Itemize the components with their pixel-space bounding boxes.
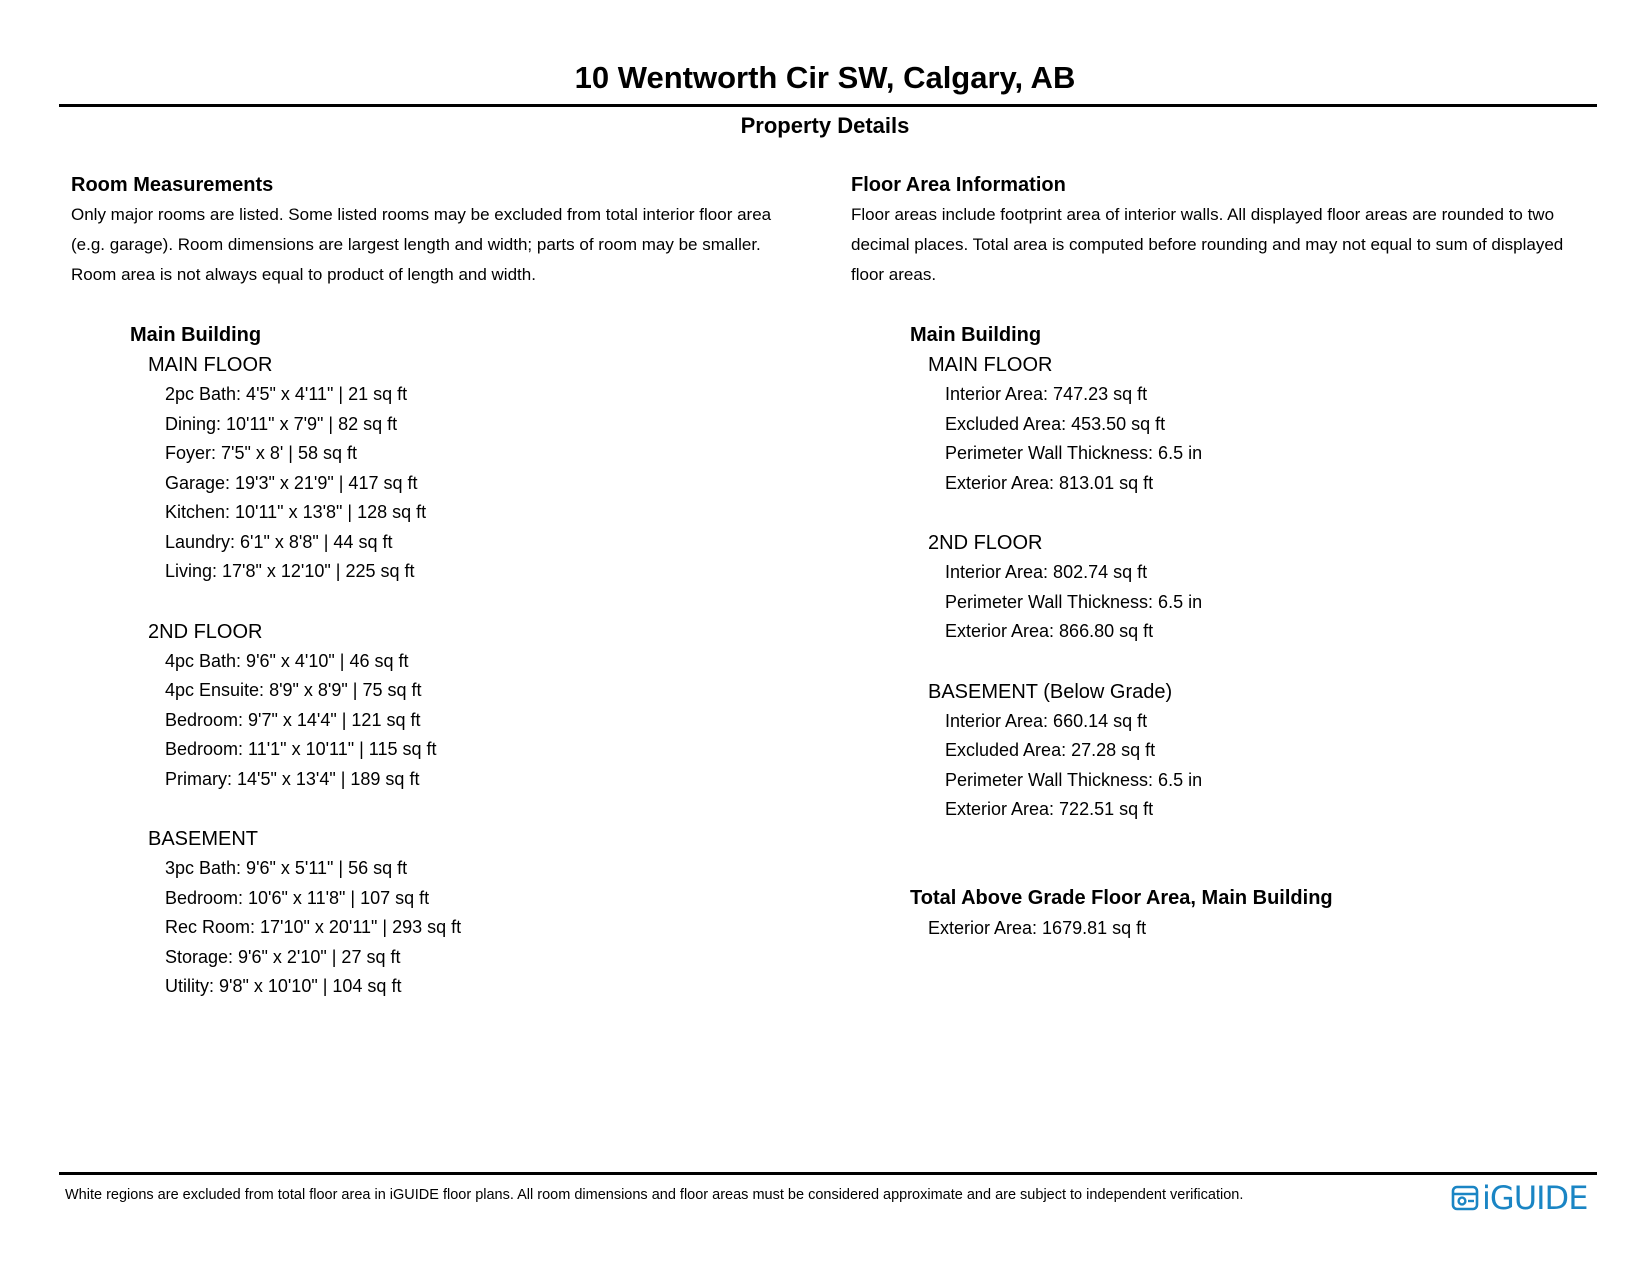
room-entry: Garage: 19'3" x 21'9" | 417 sq ft [165, 472, 418, 493]
floor-name: 2ND FLOOR [148, 620, 263, 643]
area-entry: Exterior Area: 866.80 sq ft [945, 621, 1154, 641]
room-measurements-heading: Room Measurements [71, 174, 274, 196]
room-measurements-section [71, 170, 831, 1002]
room-entry: Utility: 9'8" x 10'10" | 104 sq ft [165, 976, 402, 996]
footer-divider [59, 1172, 1597, 1175]
area-entry: Exterior Area: 813.01 sq ft [945, 472, 1154, 493]
building-name: Main Building [130, 324, 262, 346]
floor-area-description [851, 200, 1611, 290]
floor-area-2nd [928, 528, 1611, 647]
floor-name: MAIN FLOOR [148, 354, 273, 376]
building-name: Main Building [910, 324, 1042, 346]
description-line: decimal places. Total area is computed before rounding and may not equal to sum of displayed [851, 235, 1564, 254]
floor-group-basement [148, 824, 831, 1002]
floor-area-basement [928, 677, 1611, 825]
description-line: Floor areas include footprint area of interior walls. All displayed floor areas are rounded to two [851, 205, 1555, 224]
area-entry: Perimeter Wall Thickness: 6.5 in [945, 443, 1203, 463]
floor-area-section [851, 170, 1611, 943]
iguide-logo-text: iGUIDE [1482, 1179, 1588, 1217]
area-entry: Interior Area: 660.14 sq ft [945, 710, 1148, 731]
footer-disclaimer: White regions are excluded from total floor area in iGUIDE floor plans. All room dimensions and floor areas must be considered approximate and are subject to independent verification. [65, 1187, 1244, 1203]
floor-area-heading: Floor Area Information [851, 174, 1066, 196]
description-line: Room area is not always equal to product of length and width. [71, 265, 536, 284]
room-entry: Storage: 9'6" x 2'10" | 27 sq ft [165, 946, 401, 967]
floor-name: BASEMENT (Below Grade) [928, 680, 1173, 703]
total-area-value: Exterior Area: 1679.81 sq ft [928, 917, 1147, 938]
floor-area-main [928, 350, 1611, 498]
page-title: 10 Wentworth Cir SW, Calgary, AB [574, 60, 1076, 95]
description-line: floor areas. [851, 265, 937, 284]
description-line: Only major rooms are listed. Some listed rooms may be excluded from total interior floor area [71, 205, 772, 224]
total-area-heading: Total Above Grade Floor Area, Main Building [910, 886, 1333, 909]
iguide-logo [1450, 1181, 1587, 1215]
room-entry: 3pc Bath: 9'6" x 5'11" | 56 sq ft [165, 858, 408, 878]
area-entry: Interior Area: 802.74 sq ft [945, 562, 1148, 582]
room-entry: Foyer: 7'5" x 8' | 58 sq ft [165, 443, 358, 463]
area-entry: Exterior Area: 722.51 sq ft [945, 799, 1154, 819]
area-entry: Perimeter Wall Thickness: 6.5 in [945, 591, 1203, 612]
iguide-logo-icon [1450, 1183, 1480, 1213]
area-entry: Interior Area: 747.23 sq ft [945, 384, 1148, 404]
room-entry: 4pc Bath: 9'6" x 4'10" | 46 sq ft [165, 650, 409, 671]
room-entry: Kitchen: 10'11" x 13'8" | 128 sq ft [165, 502, 427, 522]
area-entry: Perimeter Wall Thickness: 6.5 in [945, 769, 1203, 790]
room-entry: Laundry: 6'1" x 8'8" | 44 sq ft [165, 531, 393, 552]
total-area-block [910, 883, 1611, 943]
room-entry: Dining: 10'11" x 7'9" | 82 sq ft [165, 413, 398, 434]
room-entry: Living: 17'8" x 12'10" | 225 sq ft [165, 561, 415, 581]
page-subtitle: Property Details [740, 113, 910, 138]
floor-group-2nd [148, 617, 831, 795]
room-entry: Rec Room: 17'10" x 20'11" | 293 sq ft [165, 917, 462, 937]
floor-name: 2ND FLOOR [928, 532, 1043, 554]
room-entry: Bedroom: 9'7" x 14'4" | 121 sq ft [165, 709, 421, 730]
room-entry: Bedroom: 11'1" x 10'11" | 115 sq ft [165, 739, 437, 759]
description-line: (e.g. garage). Room dimensions are largest length and width; parts of room may be smaller. [71, 235, 761, 254]
area-entry: Excluded Area: 453.50 sq ft [945, 413, 1166, 434]
area-entry: Excluded Area: 27.28 sq ft [945, 740, 1156, 760]
room-entry: Bedroom: 10'6" x 11'8" | 107 sq ft [165, 887, 430, 908]
room-measurements-description [71, 200, 831, 290]
header-divider [59, 104, 1597, 107]
floor-name: BASEMENT [148, 828, 259, 850]
floor-name: MAIN FLOOR [928, 354, 1053, 376]
room-entry: 4pc Ensuite: 8'9" x 8'9" | 75 sq ft [165, 680, 422, 700]
floor-group-main [148, 350, 831, 587]
room-entry: 2pc Bath: 4'5" x 4'11" | 21 sq ft [165, 384, 408, 404]
room-entry: Primary: 14'5" x 13'4" | 189 sq ft [165, 768, 420, 789]
